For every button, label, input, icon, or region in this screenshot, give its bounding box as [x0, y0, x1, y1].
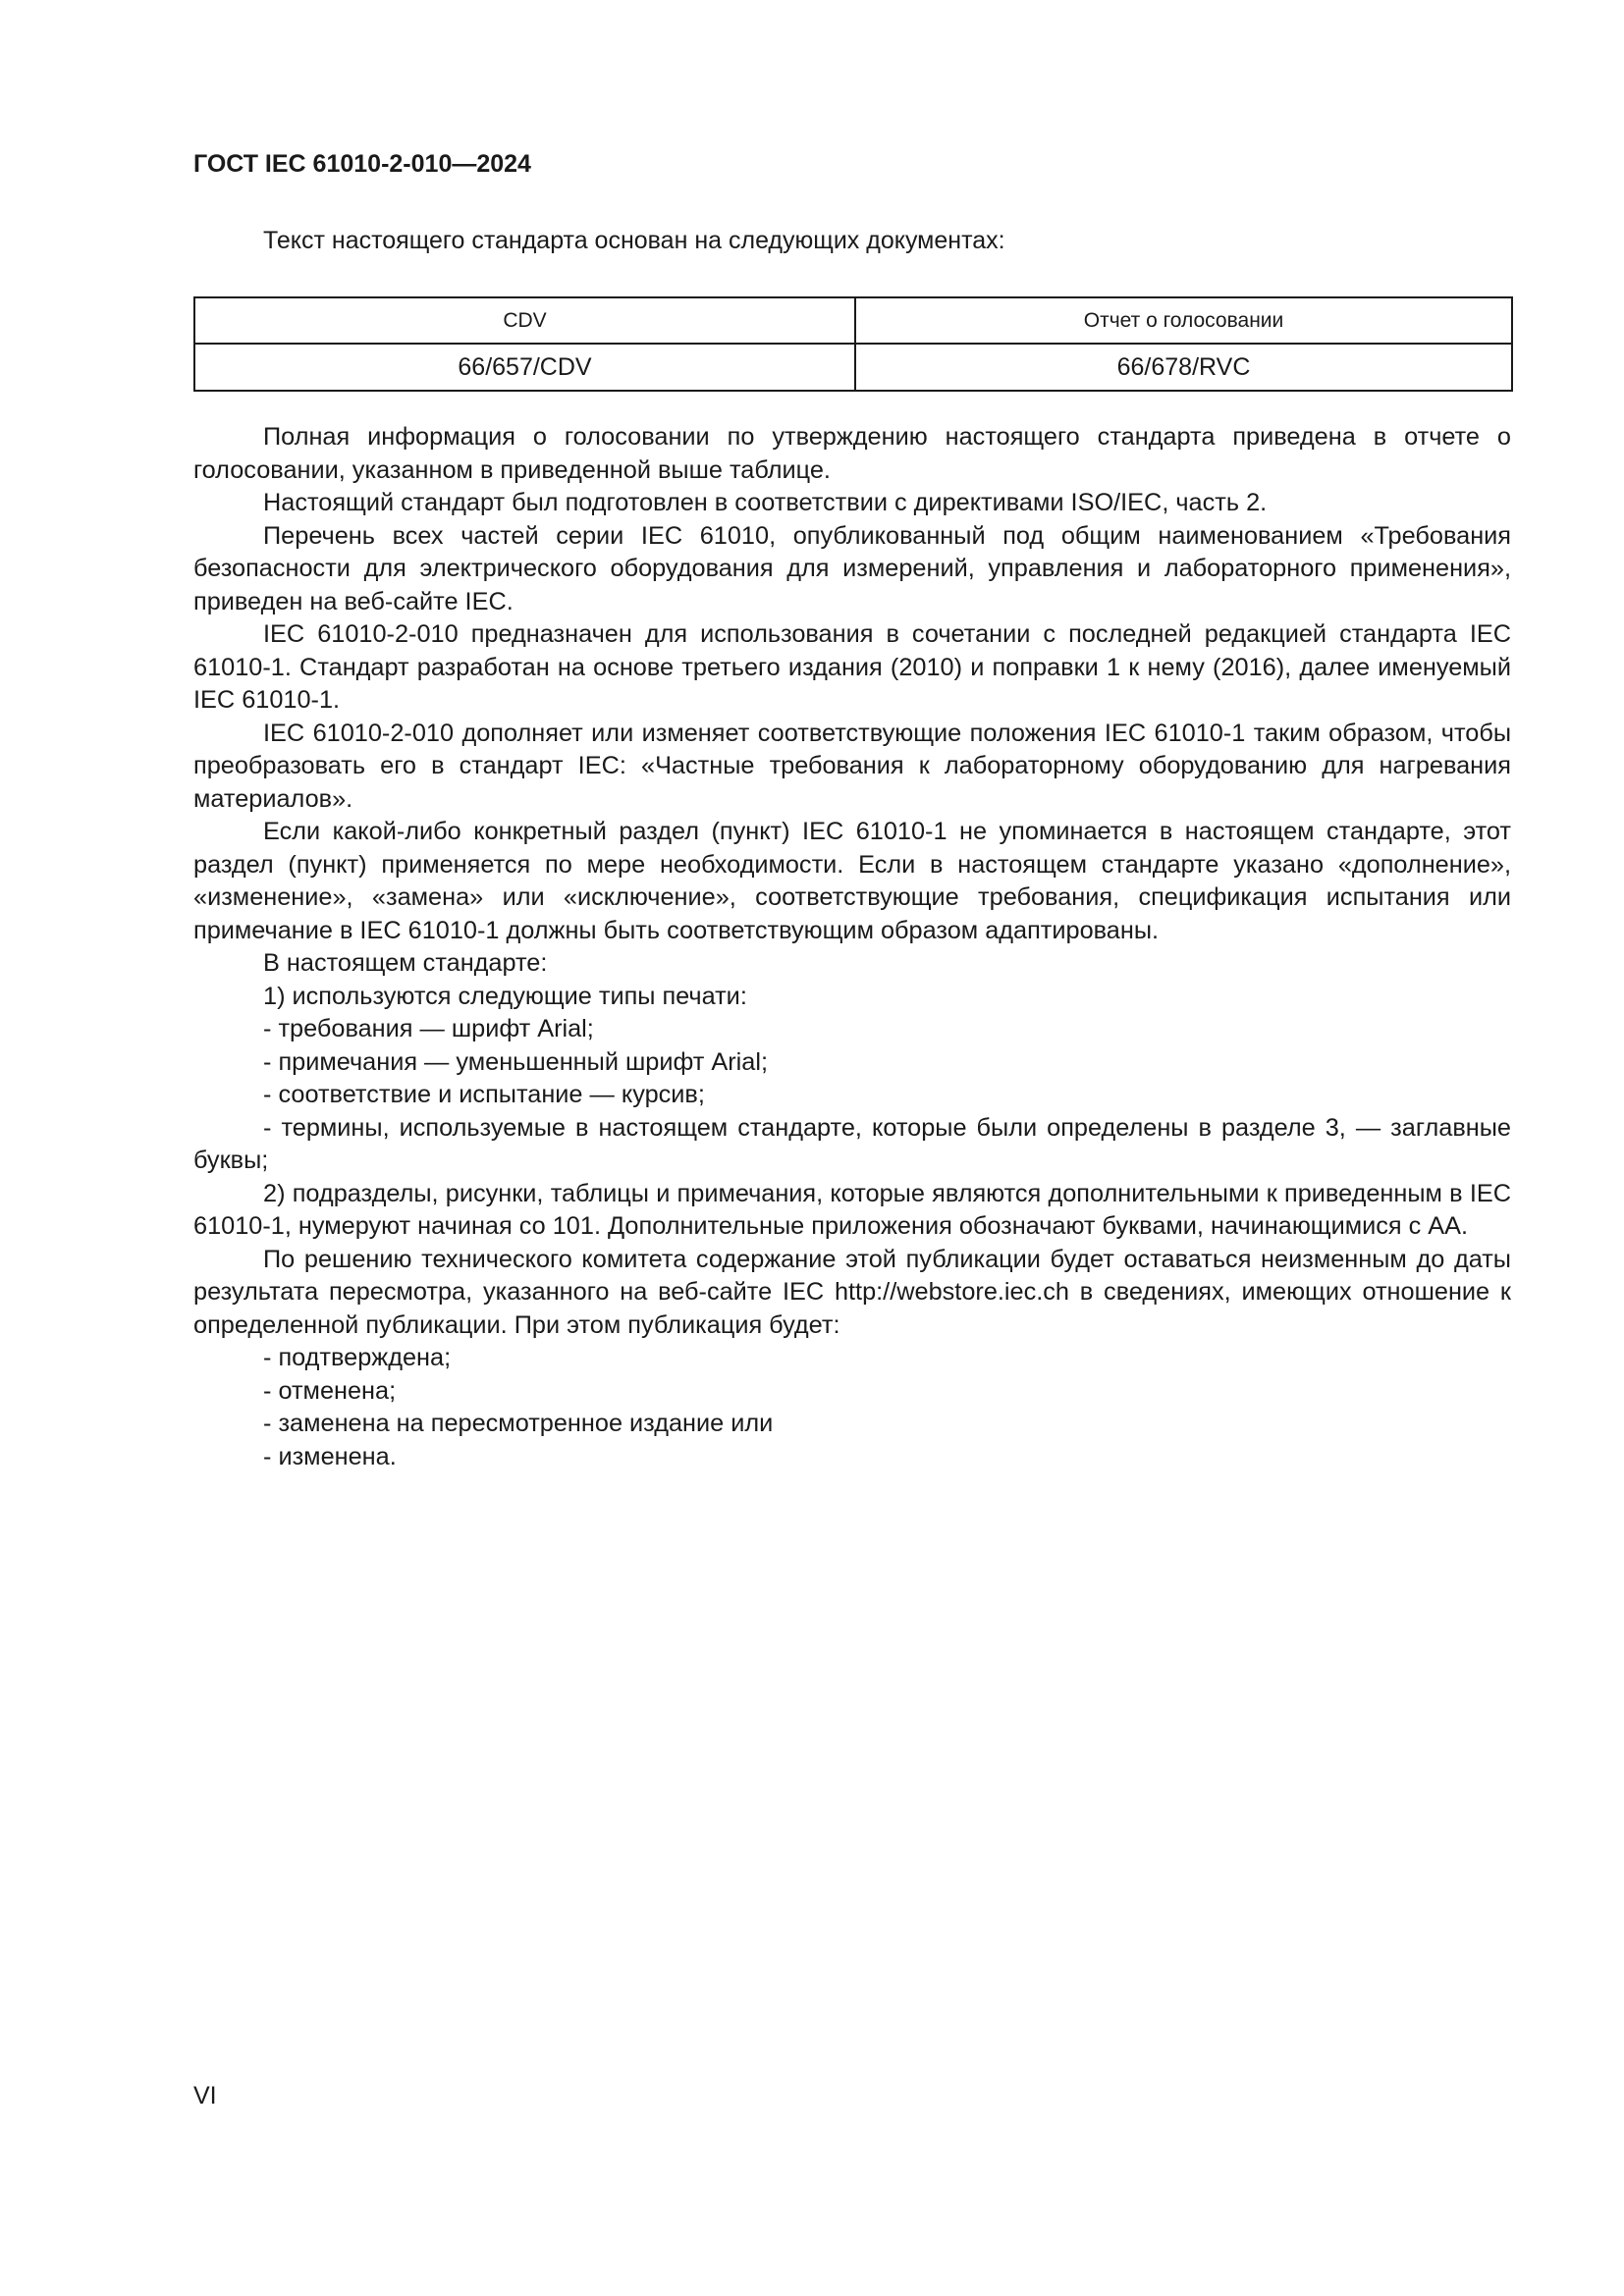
- page-number: VI: [193, 2082, 217, 2109]
- list-item: 2) подразделы, рисунки, таблицы и примечания, которые являются дополнительными к приведенным в IEC 61010-1, нумеруют начиная со 101. Дополнительные приложения обозначают буквами, начинающимися с АА.: [193, 1179, 1511, 1240]
- body-text: [193, 421, 1511, 1473]
- paragraph-series-parts: Перечень всех частей серии IEC 61010, опубликованный под общим наименованием «Требования безопасности для электрического оборудования для измерений, управления и лабораторного применения», приведен на веб-сайте IEC.: [193, 521, 1511, 615]
- paragraph-directives: Настоящий стандарт был подготовлен в соответствии с директивами ISO/IEC, часть 2.: [263, 489, 1268, 516]
- header-voting-report: Отчет о голосовании: [855, 297, 1512, 344]
- list-item: - заменена на пересмотренное издание или: [263, 1410, 774, 1437]
- paragraph-supplements: IEC 61010-2-010 дополняет или изменяет соответствующие положения IEC 61010-1 таким образом, чтобы преобразовать его в стандарт IEC: «Частные требования к лабораторному оборудованию для нагревания материалов».: [193, 719, 1511, 813]
- list-item: - отменена;: [263, 1376, 397, 1405]
- cell-rvc-number: 66/678/RVC: [855, 344, 1512, 391]
- paragraph-usage: IEC 61010-2-010 предназначен для использования в сочетании с последней редакцией стандарта IEC 61010-1. Стандарт разработан на основе третьего издания (2010) и поправки 1 к нему (2016), далее именуемый IEC 61010-1.: [193, 620, 1511, 714]
- paragraph-not-mentioned: Если какой-либо конкретный раздел (пункт) IEC 61010-1 не упоминается в настоящем стандарте, этот раздел (пункт) применяется по мере необходимости. Если в настоящем стандарте указано «дополнение», «изменение», «замена» или «исключение», соответствующие требования, спецификация испытания или примечание в IEC 61010-1 должны быть соответствующим образом адаптированы.: [193, 818, 1511, 944]
- standard-title: ГОСТ IEC 61010-2-010—2024: [193, 150, 531, 178]
- intro-text: Текст настоящего стандарта основан на следующих документах:: [263, 227, 1005, 254]
- list-item: - требования — шрифт Arial;: [263, 1015, 594, 1042]
- list-item: - подтверждена;: [263, 1344, 452, 1371]
- cell-cdv-number: 66/657/CDV: [194, 344, 855, 391]
- list-item: - изменена.: [263, 1442, 397, 1470]
- list-item: - примечания — уменьшенный шрифт Arial;: [263, 1047, 768, 1076]
- header-cdv: CDV: [194, 297, 855, 344]
- list-item: - термины, используемые в настоящем стандарте, которые были определены в разделе 3, — заглавные буквы;: [193, 1113, 1511, 1174]
- paragraph-maintenance: По решению технического комитета содержание этой публикации будет оставаться неизменным до даты результата пересмотра, указанного на веб-сайте IEC http://webstore.iec.ch в сведениях, имеющих отношение к определенной публикации. При этом публикация будет:: [193, 1245, 1511, 1339]
- list-item: 1) используются следующие типы печати:: [263, 982, 747, 1010]
- table-header-row: [194, 297, 1512, 344]
- paragraph-in-this-standard: В настоящем стандарте:: [263, 949, 548, 977]
- paragraph-voting-info: Полная информация о голосовании по утверждению настоящего стандарта приведена в отчете о голосовании, указанном в приведенной выше таблице.: [193, 423, 1511, 484]
- documents-table: [193, 296, 1513, 392]
- table-row: [194, 344, 1512, 391]
- list-item: - соответствие и испытание — курсив;: [263, 1081, 705, 1108]
